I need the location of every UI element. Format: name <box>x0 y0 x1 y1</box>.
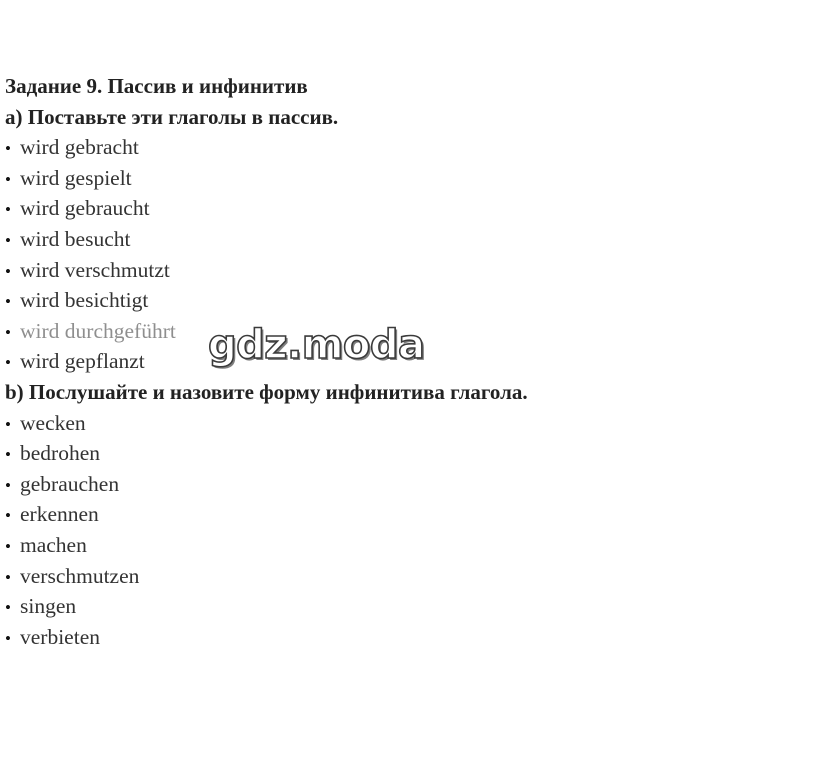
bullet-icon: • <box>5 139 11 159</box>
list-item <box>5 285 805 316</box>
list-item-text: wird besichtigt <box>20 288 149 313</box>
bullet-icon: • <box>5 445 11 465</box>
bullet-icon: • <box>5 506 11 526</box>
list-item-text: singen <box>20 594 77 619</box>
list-item-text: wird gebracht <box>20 135 139 160</box>
list-item-text: wird verschmutzt <box>20 257 170 282</box>
bullet-icon: • <box>5 292 11 312</box>
bullet-icon: • <box>5 414 11 434</box>
list-item <box>5 469 805 500</box>
exercise-title: Задание 9. Пассив и инфинитив <box>5 74 308 98</box>
section-b-heading: b) Послушайте и назовите форму инфинитива глагола. <box>5 379 528 404</box>
bullet-icon: • <box>5 598 11 618</box>
list-item <box>5 255 805 286</box>
exercise-document <box>5 71 805 652</box>
list-item <box>5 438 805 469</box>
list-item-text: wecken <box>20 410 86 435</box>
list-item <box>5 622 805 653</box>
list-item-text: verbieten <box>20 624 100 649</box>
bullet-icon: • <box>5 200 11 220</box>
bullet-icon: • <box>5 567 11 587</box>
list-item <box>5 499 805 530</box>
bullet-icon: • <box>5 475 11 495</box>
list-item <box>5 530 805 561</box>
list-item <box>5 132 805 163</box>
bullet-icon: • <box>5 353 11 373</box>
list-item <box>5 408 805 439</box>
bullet-icon: • <box>5 322 11 342</box>
bullet-icon: • <box>5 536 11 556</box>
bullet-icon: • <box>5 628 11 648</box>
section-a-heading: а) Поставьте эти глаголы в пассив. <box>5 104 339 129</box>
list-item <box>5 561 805 592</box>
list-item <box>5 346 805 377</box>
bullet-icon: • <box>5 261 11 281</box>
list-item-text: gebrauchen <box>20 471 120 496</box>
list-item-text: bedrohen <box>20 441 100 466</box>
list-item-text: verschmutzen <box>20 563 140 588</box>
list-item-text: wird gebraucht <box>20 196 150 221</box>
list-item <box>5 316 805 347</box>
bullet-icon: • <box>5 230 11 250</box>
list-item-text: wird gespielt <box>20 165 132 190</box>
list-item-text: machen <box>20 532 87 557</box>
list-item-text: wird durchgeführt <box>20 318 176 343</box>
list-item-text: wird besucht <box>20 226 131 251</box>
list-item-text: erkennen <box>20 502 99 527</box>
bullet-icon: • <box>5 169 11 189</box>
list-item <box>5 224 805 255</box>
list-item <box>5 193 805 224</box>
list-item-text: wird gepflanzt <box>20 349 145 374</box>
watermark-logo: gdz.moda <box>208 322 425 368</box>
list-item <box>5 163 805 194</box>
list-item <box>5 591 805 622</box>
